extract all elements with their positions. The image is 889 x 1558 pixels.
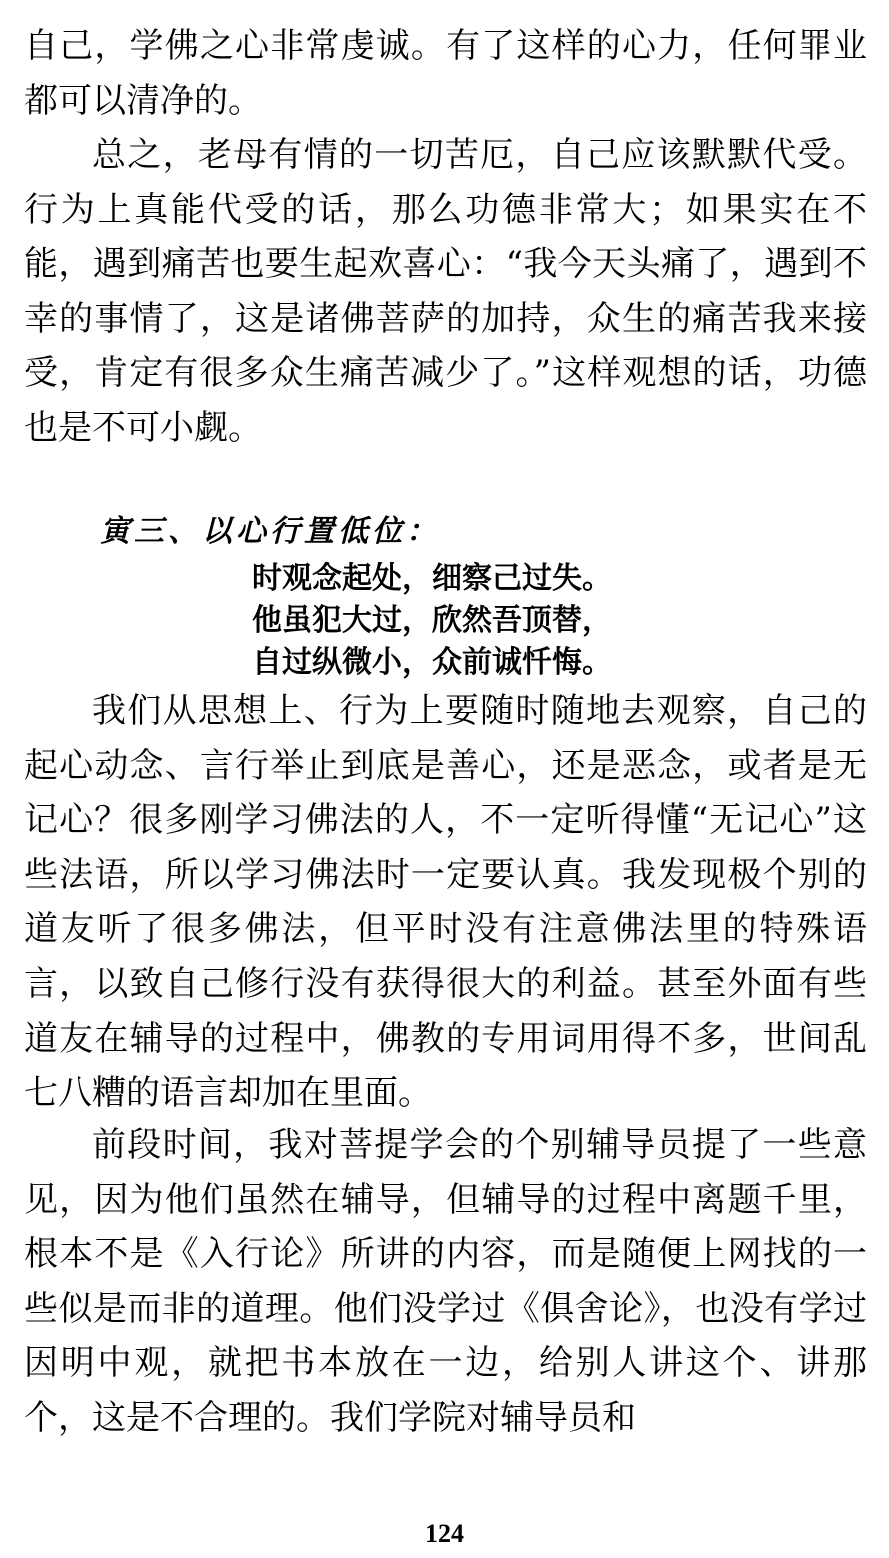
verse-line-1: 时观念起处，细察己过失。 xyxy=(252,561,612,596)
paragraph-continued: 自己，学佛之心非常虔诚。有了这样的心力，任何罪业都可以清净的。 xyxy=(24,26,867,121)
paragraph-counselors: 前段时间，我对菩提学会的个别辅导员提了一些意见，因为他们虽然在辅导，但辅导的过程中离题千里，根本不是《入行论》所讲的内容，而是随便上网找的一些似是而非的道理。他们没学过《俱舍论》，也没有学过因明中观，就把书本放在一边，给别人讲这个、讲那个，这是不合理的。我们学院对辅导员和 xyxy=(24,1125,867,1438)
verse-line-2: 他虽犯大过，欣然吾顶替， xyxy=(252,603,612,638)
verse-block xyxy=(252,558,612,684)
verse-line-3: 自过纵微小，众前诚忏悔。 xyxy=(252,645,612,680)
paragraph-summary: 总之，老母有情的一切苦厄，自己应该默默代受。行为上真能代受的话，那么功德非常大；如果实在不能，遇到痛苦也要生起欢喜心：“我今天头痛了，遇到不幸的事情了，这是诸佛菩萨的加持，众生的痛苦我来接受，肯定有很多众生痛苦减少了。”这样观想的话，功德也是不可小觑。 xyxy=(24,135,867,448)
section-heading: 寅三、以心行置低位： xyxy=(100,514,440,549)
page-content xyxy=(24,0,867,1558)
paragraph-observation: 我们从思想上、行为上要随时随地去观察，自己的起心动念、言行举止到底是善心，还是恶念，或者是无记心？很多刚学习佛法的人，不一定听得懂“无记心”这些法语，所以学习佛法时一定要认真。我发现极个别的道友听了很多佛法，但平时没有注意佛法里的特殊语言，以致自己修行没有获得很大的利益。甚至外面有些道友在辅导的过程中，佛教的专用词用得不多，世间乱七八糟的语言却加在里面。 xyxy=(24,691,867,1114)
page-number: 124 xyxy=(425,1519,464,1548)
